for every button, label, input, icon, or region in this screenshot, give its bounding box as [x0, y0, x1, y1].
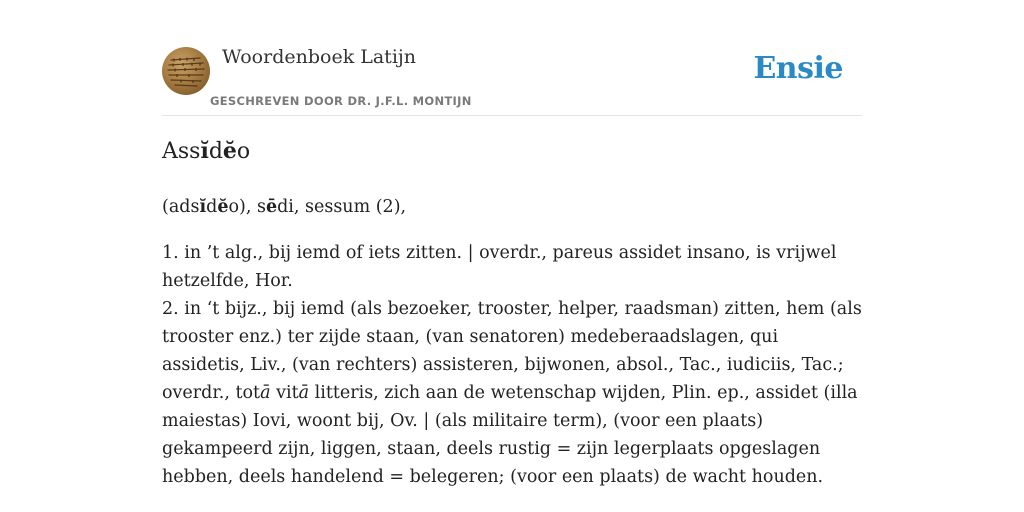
dictionary-title-link[interactable]: Woordenboek Latijn	[222, 46, 417, 68]
forms-part: ĭ	[199, 197, 207, 217]
headword-part: Ass	[162, 139, 201, 164]
forms-part: di, sessum (2),	[277, 197, 407, 217]
forms-part: ĕ	[217, 197, 229, 217]
sense-1: 1. in ’t alg., bij iemd of iets zitten. | overdr., pareus assidet insano, is vrijwel hetzelfde, Hor.	[162, 243, 837, 291]
author-byline: GESCHREVEN DOOR DR. J.F.L. MONTIJN	[210, 94, 472, 108]
entry-definition	[162, 239, 862, 491]
sense-2-macron: ā	[260, 383, 271, 403]
entry-headword	[162, 138, 250, 164]
sense-2: vit	[270, 383, 299, 403]
page-header	[162, 44, 862, 116]
headword-part: ĕ	[222, 138, 237, 164]
forms-part: (ads	[162, 197, 200, 217]
sense-2: litteris, zich aan de wetenschap wijden, Plin. ep., assidet (illa maiestas) Iovi, woont bij, Ov. | (als militaire term), (voor een plaats) gekampeerd zijn, liggen, staan, deels rustig = zijn legerplaats opgeslagen hebben, deels handelend = belegeren; (voor een plaats) de wacht houden.	[162, 383, 858, 487]
latin-inscription-tablet-icon[interactable]	[162, 47, 210, 95]
sense-2-macron: ā	[298, 383, 310, 403]
forms-part: o), s	[228, 197, 266, 217]
headword-part: ĭ	[200, 138, 209, 164]
site-logo[interactable]: Ensie	[753, 51, 843, 86]
headword-part: o	[236, 139, 251, 164]
sense-2: 2. in ‘t bijz., bij iemd (als bezoeker, trooster, helper, raadsman) zitten, hem (als trooster enz.) ter zijde staan, (van senatoren) medeberaadslagen, qui assidetis, Liv., (van rechters) assisteren, bijwonen, absol., Tac., iudiciis, Tac.; overdr., tot	[162, 299, 862, 403]
entry-forms	[162, 193, 406, 221]
forms-part: ē	[265, 197, 278, 217]
inscription-drawing	[162, 47, 210, 95]
forms-part: d	[206, 197, 218, 217]
headword-part: d	[208, 139, 223, 164]
